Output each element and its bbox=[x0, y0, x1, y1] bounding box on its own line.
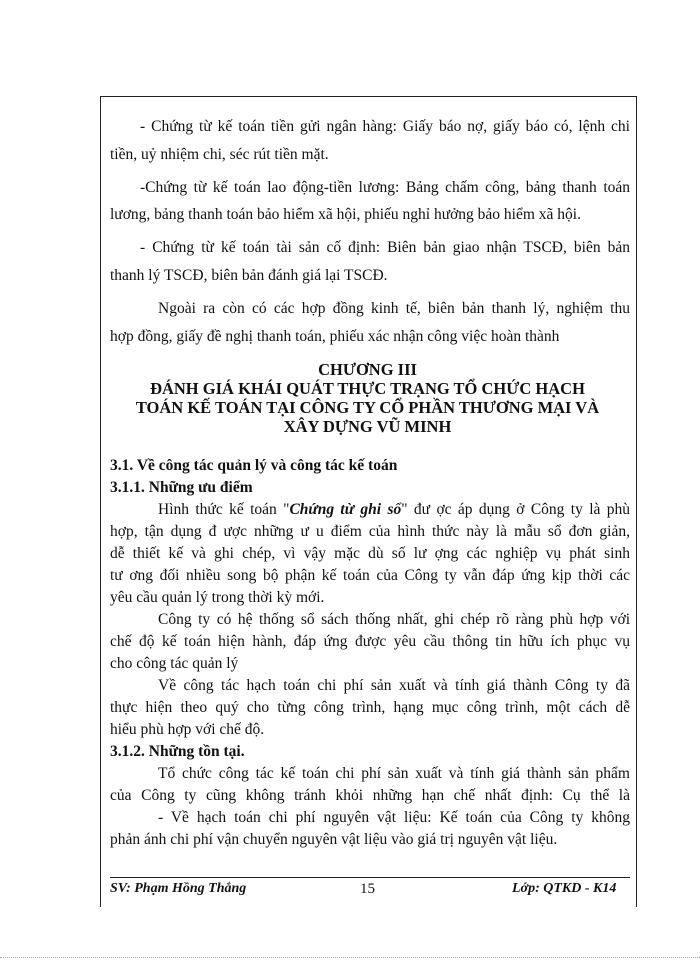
paragraph-line: hiểu phù hợp với chế độ. bbox=[110, 721, 265, 738]
paragraph-line: Tổ chức công tác kế toán chi phí sản xuất và tính giá thành sản phẩm bbox=[158, 765, 630, 782]
paragraph-line: dễ thiết kế và ghi chép, vì vậy mặc dù số lư ợng các nghiệp vụ phát sinh bbox=[110, 545, 630, 562]
paragraph-line: chế độ kế toán hiện hành, đáp ứng được yêu cầu thông tin hữu ích phục vụ bbox=[110, 633, 630, 650]
emphasis-text: Chứng từ ghi sổ bbox=[289, 501, 402, 518]
page-bottom-divider bbox=[0, 957, 700, 958]
paragraph-line: - Về hạch toán chi phí nguyên vật liệu: Kế toán của Công ty không bbox=[158, 809, 630, 826]
paragraph-line: - Chứng từ kế toán tiền gửi ngân hàng: Giấy báo nợ, giấy báo có, lệnh chi bbox=[140, 118, 630, 135]
paragraph-line: yêu cầu quản lý trong thời kỳ mới. bbox=[110, 589, 325, 606]
paragraph-line: cho công tác quản lý bbox=[110, 655, 239, 672]
paragraph-line: của Công ty cũng không tránh khỏi những hạn chế nhất định: Cụ thể là bbox=[110, 787, 630, 804]
chapter-title-line: TOÁN KẾ TOÁN TẠI CÔNG TY CỔ PHẦN THƯƠNG MẠI VÀ bbox=[135, 398, 600, 417]
subsection-heading: 3.1.2. Những tồn tại. bbox=[110, 743, 245, 760]
paragraph-line: thực hiện theo quý cho từng công trình, hạng mục công trình, một cách dễ bbox=[110, 699, 630, 716]
paragraph-line: lương, bảng thanh toán bảo hiểm xã hội, phiếu nghỉ hưởng bảo hiểm xã hội. bbox=[110, 206, 581, 223]
subsection-heading: 3.1.1. Những ưu điểm bbox=[110, 479, 253, 496]
paragraph-line: - Chứng từ kế toán tài sản cố định: Biên bản giao nhận TSCĐ, biên bản bbox=[140, 239, 630, 256]
chapter-title-line: ĐÁNH GIÁ KHÁI QUÁT THỰC TRẠNG TỔ CHỨC HẠCH bbox=[150, 379, 585, 398]
paragraph-line: thanh lý TSCĐ, biên bản đánh giá lại TSCĐ. bbox=[110, 267, 388, 284]
footer-rule bbox=[110, 877, 630, 878]
paragraph-line: -Chứng từ kế toán lao động-tiền lương: Bảng chấm công, bảng thanh toán bbox=[140, 179, 630, 196]
paragraph-line: Về công tác hạch toán chi phí sản xuất và tính giá thành Công ty đã bbox=[158, 677, 630, 694]
section-heading: 3.1. Về công tác quản lý và công tác kế toán bbox=[110, 457, 398, 474]
chapter-title-line: XÂY DỰNG VŨ MINH bbox=[283, 417, 452, 436]
paragraph-line: hợp đồng, giấy đề nghị thanh toán, phiếu xác nhận công việc hoàn thành bbox=[110, 328, 560, 345]
paragraph-line: hợp, tận dụng đ ược những ư u điểm của hình thức này là mẫu sổ đơn giản, bbox=[110, 523, 630, 540]
paragraph-line: Hình thức kế toán "Chứng từ ghi sổ" đư ợc áp dụng ở Công ty là phù bbox=[158, 501, 631, 518]
footer-class-label: Lớp: QTKD - K14 bbox=[512, 881, 617, 896]
paragraph-line: phản ánh chi phí vận chuyển nguyên vật liệu vào giá trị nguyên vật liệu. bbox=[110, 831, 558, 848]
paragraph-line: Công ty có hệ thống sổ sách thống nhất, ghi chép rõ ràng phù hợp với bbox=[158, 611, 630, 628]
paragraph-line: tư ơng đối nhiều song bộ phận kế toán của Công ty vẫn đáp ứng kịp thời các bbox=[110, 567, 630, 584]
chapter-number: CHƯƠNG III bbox=[318, 360, 417, 379]
paragraph-line: Ngoài ra còn có các hợp đồng kinh tế, biên bản thanh lý, nghiệm thu bbox=[158, 300, 630, 317]
paragraph-line: tiền, uỷ nhiệm chi, séc rút tiền mặt. bbox=[110, 146, 329, 163]
footer-student-name: SV: Phạm Hồng Thắng bbox=[110, 881, 247, 896]
page-number: 15 bbox=[360, 881, 375, 897]
